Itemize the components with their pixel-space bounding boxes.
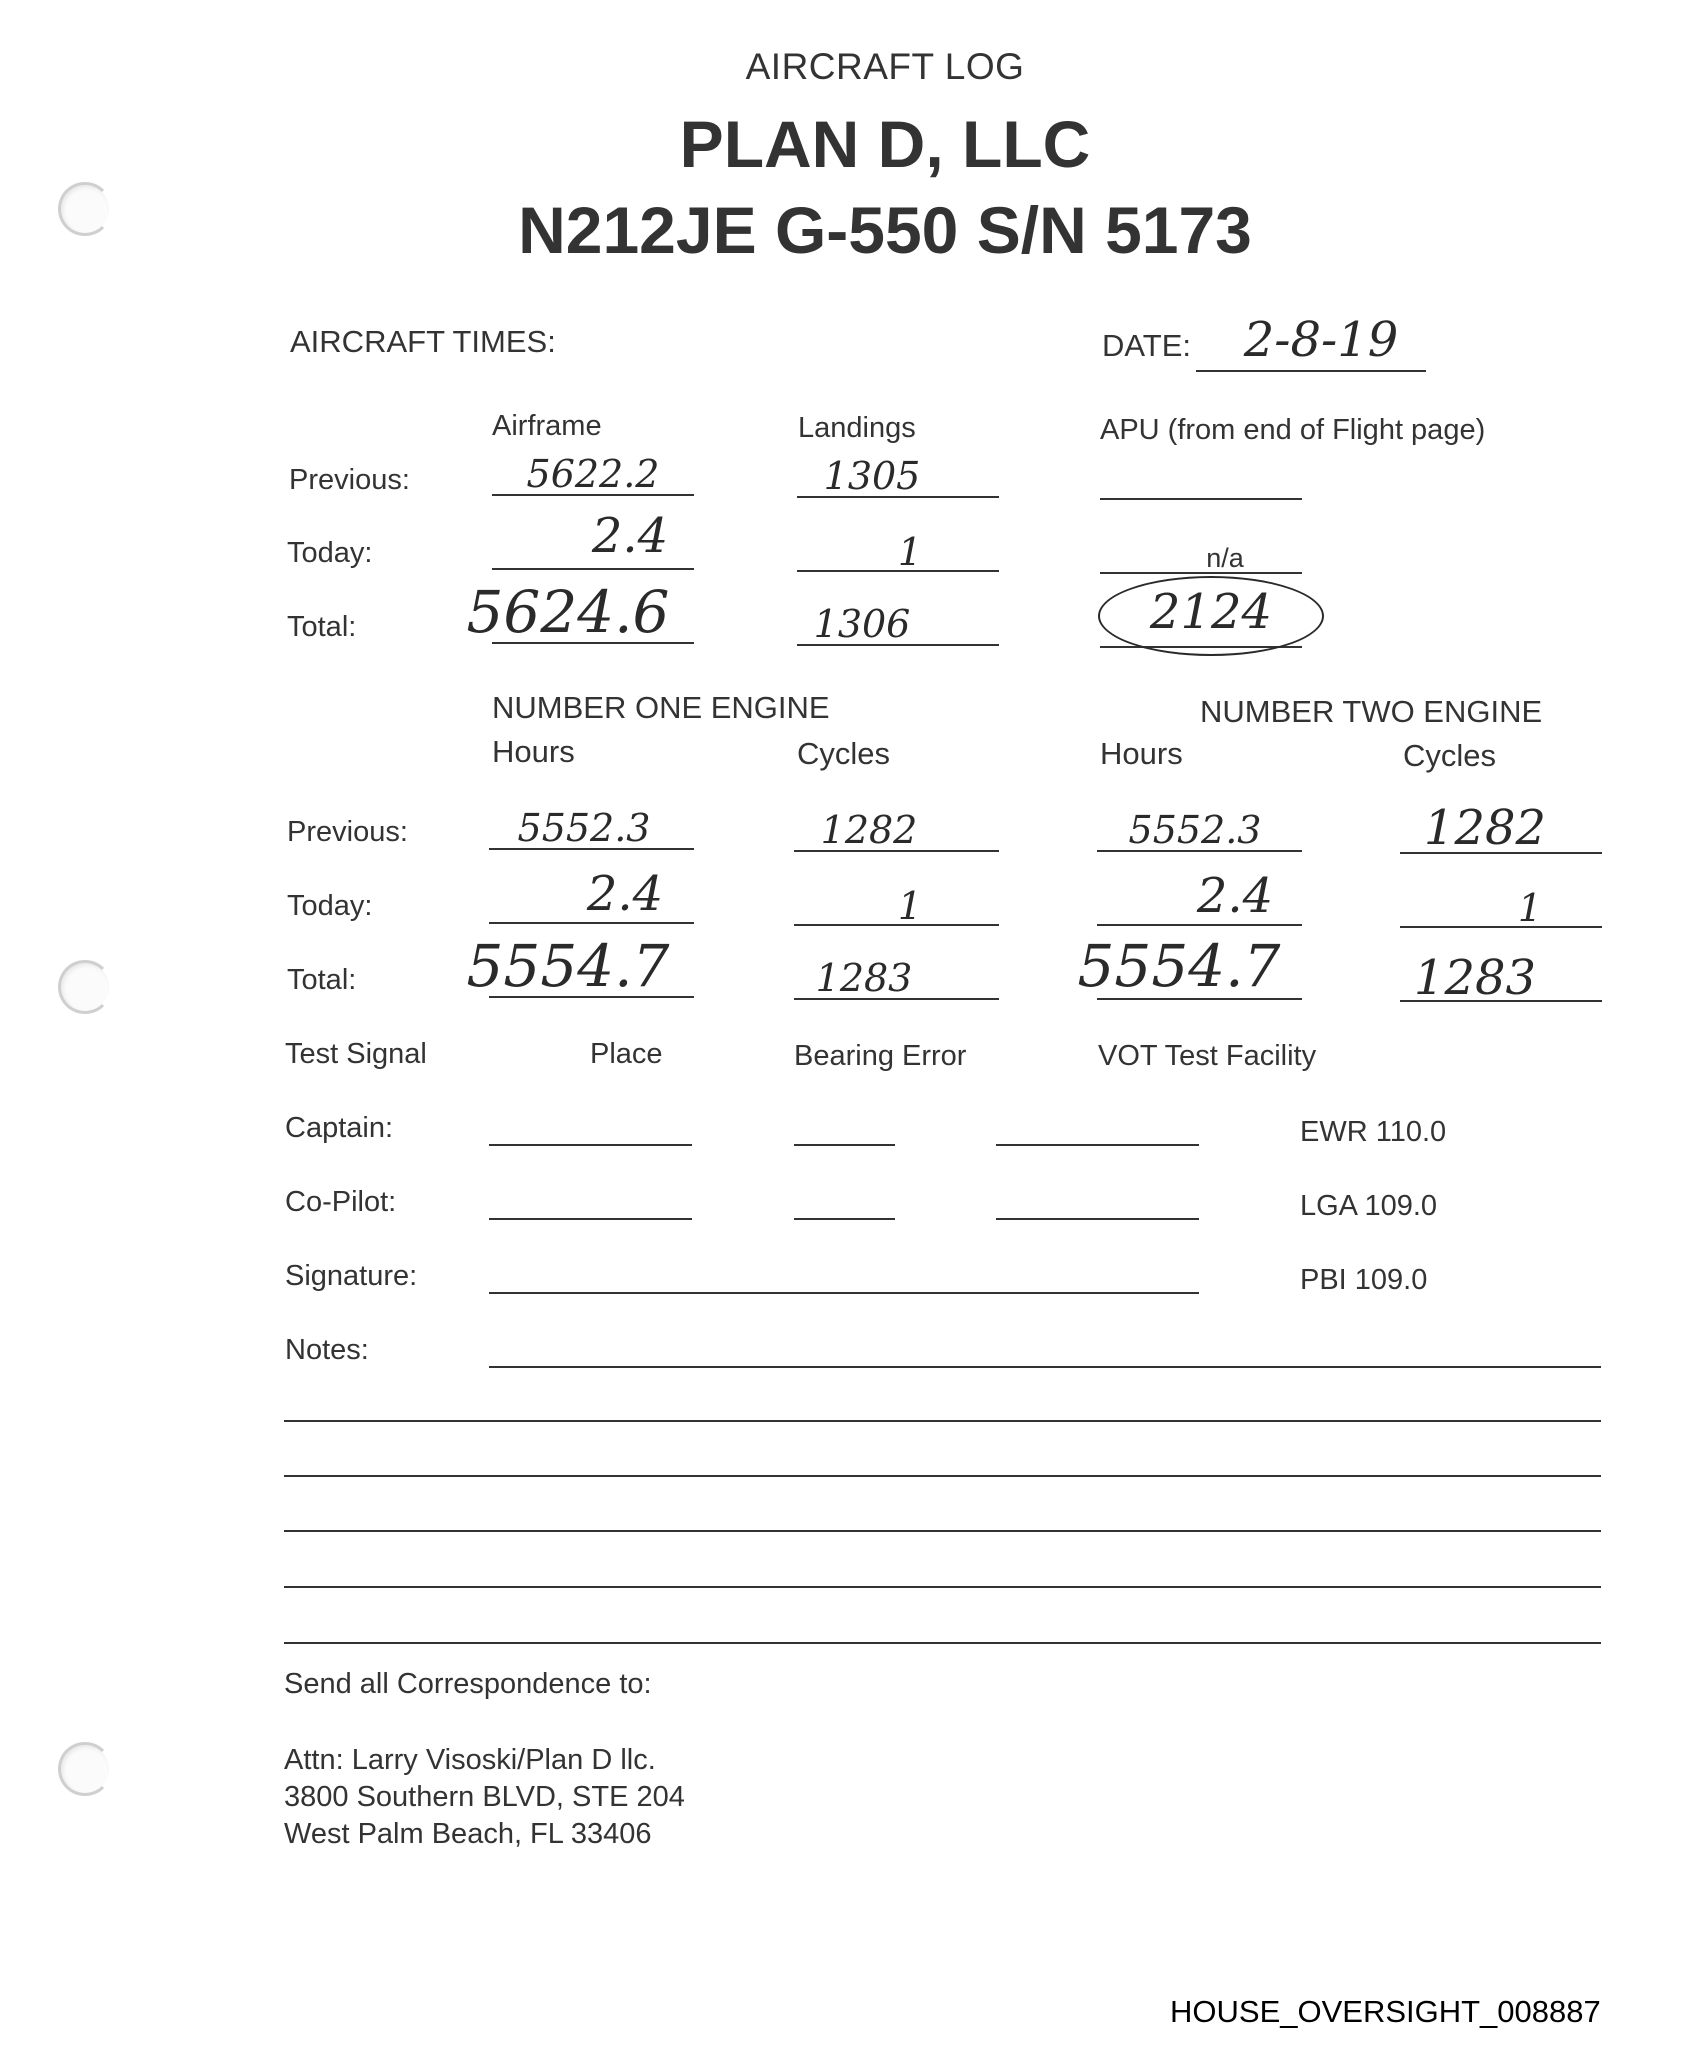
engine-two-hours-today-value: 2.4 [1196,868,1274,924]
engine-two-cycles-today-value: 1 [1517,886,1543,930]
engine-two-hours-header: Hours [1100,736,1183,771]
correspondence-attn: Attn: Larry Visoski/Plan D llc. [284,1744,656,1776]
company-name: PLAN D, LLC [679,107,1091,181]
binder-hole-bottom [58,1742,112,1796]
engine-previous-row-label: Previous: [287,816,408,848]
test-signal-header: Test Signal [285,1038,427,1070]
log-title: AIRCRAFT LOG [745,46,1025,87]
signature-line [489,1292,1199,1294]
vot-test-facility-header: VOT Test Facility [1098,1040,1317,1072]
captain-signal-line [489,1144,692,1146]
airframe-total-value: 5624.6 [466,578,670,646]
correspondence-heading: Send all Correspondence to: [284,1668,652,1700]
apu-total-value: 2124 [1149,584,1273,640]
captain-bearing-line [996,1144,1199,1146]
engine-one-hours-today-line [489,922,694,924]
engine-one-cycles-total-value: 1283 [815,956,913,1000]
airframe-today-line [492,568,694,570]
correspondence-street: 3800 Southern BLVD, STE 204 [284,1781,685,1813]
vot-facility-ewr: EWR 110.0 [1300,1116,1447,1148]
engine-two-hours-previous-value: 5552.3 [1128,808,1262,852]
correspondence-city: West Palm Beach, FL 33406 [284,1818,652,1850]
engine-one-hours-today-value: 2.4 [586,866,664,922]
notes-label: Notes: [285,1334,369,1366]
engine-one-hours-total-value: 5554.7 [466,932,670,1000]
engine-two-hours-total-value: 5554.7 [1077,932,1281,1000]
airframe-previous-value: 5622.2 [526,452,660,496]
copilot-bearing-line [996,1218,1199,1220]
engine-two-hours-today-line [1097,924,1302,926]
vot-facility-lga: LGA 109.0 [1300,1190,1438,1222]
notes-line-3 [284,1475,1601,1477]
landings-total-value: 1306 [813,602,911,646]
total-row-label: Total: [287,611,357,643]
landings-previous-value: 1305 [823,454,921,498]
notes-line-1 [489,1366,1601,1368]
date-value: 2-8-19 [1243,312,1399,368]
binder-hole-middle [58,960,112,1014]
engine-one-cycles-header: Cycles [797,736,891,771]
notes-line-4 [284,1530,1601,1532]
engine-one-hours-previous-value: 5552.3 [517,806,651,850]
airframe-col-header: Airframe [492,410,602,442]
signature-row-label: Signature: [285,1260,418,1292]
engine-one-cycles-today-value: 1 [897,884,923,928]
landings-today-value: 1 [897,530,923,574]
date-line [1196,370,1426,372]
place-header: Place [590,1038,663,1070]
engine-one-cycles-previous-value: 1282 [820,808,918,852]
copilot-place-line [794,1218,895,1220]
previous-row-label: Previous: [289,464,410,496]
engine-today-row-label: Today: [287,890,373,922]
landings-col-header: Landings [798,412,916,444]
bearing-error-header: Bearing Error [794,1040,967,1072]
airframe-today-value: 2.4 [591,508,669,564]
engine-one-hours-header: Hours [492,734,575,769]
aircraft-id: N212JE G-550 S/N 5173 [518,193,1252,267]
engine-two-label: NUMBER TWO ENGINE [1200,694,1543,729]
date-label: DATE: [1102,328,1191,363]
engine-two-cycles-previous-value: 1282 [1423,800,1547,856]
notes-line-6 [284,1642,1601,1644]
aircraft-times-label: AIRCRAFT TIMES: [290,324,556,359]
apu-previous-line [1100,498,1302,500]
engine-total-row-label: Total: [287,964,357,996]
notes-line-5 [284,1586,1601,1588]
today-row-label: Today: [287,537,373,569]
apu-col-header: APU (from end of Flight page) [1100,414,1486,446]
engine-one-label: NUMBER ONE ENGINE [492,690,830,725]
apu-today-value: n/a [1206,543,1244,573]
vot-facility-pbi: PBI 109.0 [1300,1264,1428,1296]
copilot-row-label: Co-Pilot: [285,1186,397,1218]
engine-two-cycles-header: Cycles [1403,738,1497,773]
engine-two-cycles-total-value: 1283 [1413,950,1537,1006]
copilot-signal-line [489,1218,692,1220]
captain-row-label: Captain: [285,1112,394,1144]
bates-id: HOUSE_OVERSIGHT_008887 [1170,1994,1601,2029]
captain-place-line [794,1144,895,1146]
notes-line-2 [284,1420,1601,1422]
